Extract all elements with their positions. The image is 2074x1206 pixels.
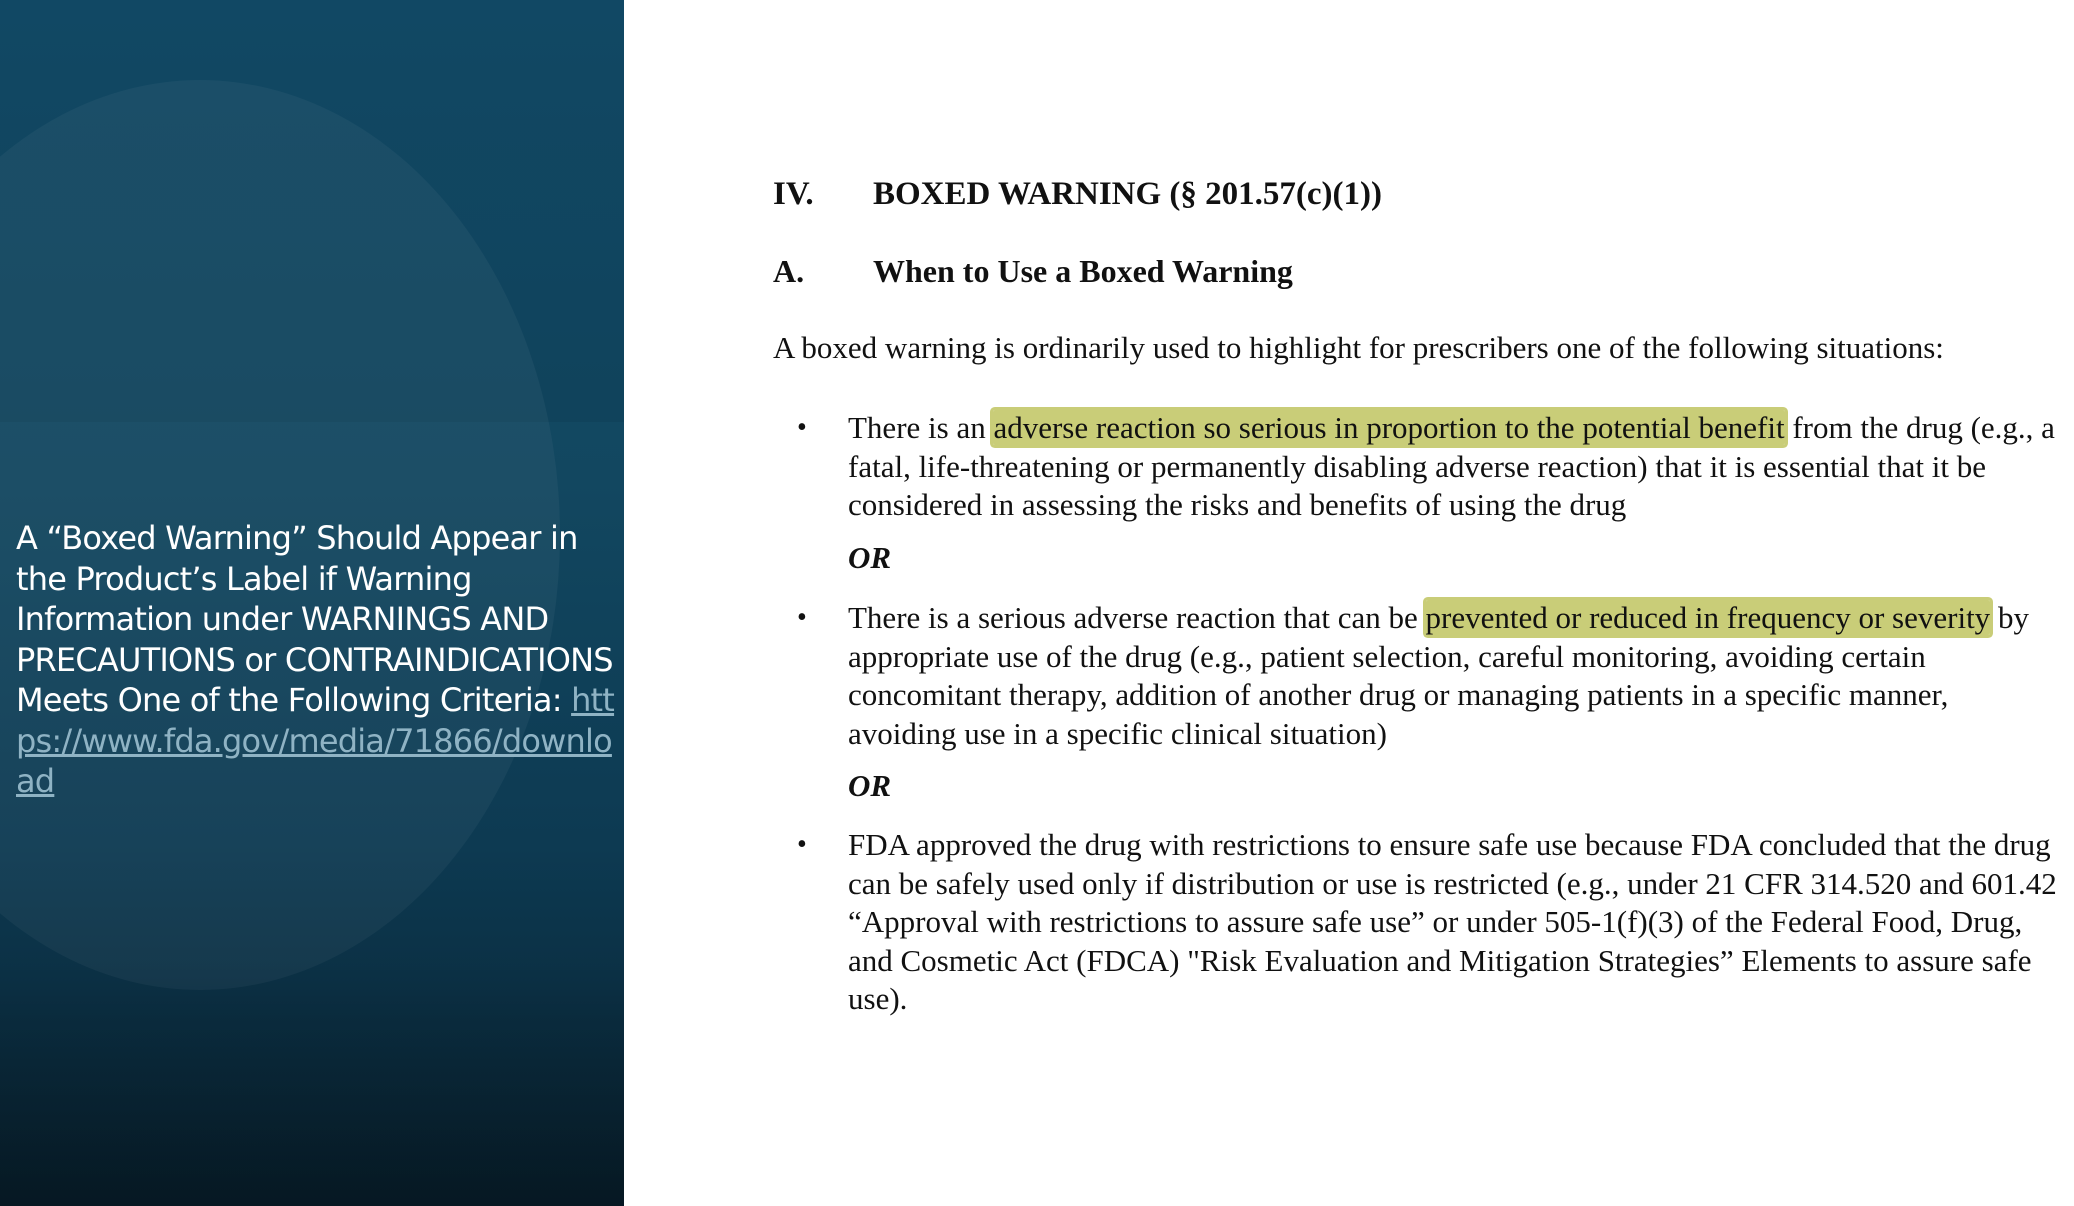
bullet-dot: • bbox=[797, 412, 807, 443]
slide-side-panel bbox=[0, 0, 624, 1206]
section-number: IV. bbox=[773, 176, 814, 212]
bullet-text-before: There is a serious adverse reaction that can be bbox=[848, 600, 1426, 635]
section-heading bbox=[773, 176, 1382, 213]
bullet-text-before: FDA approved the drug with restrictions to ensure safe use because FDA concluded that the drug can be safely used only if distribution or use is restricted (e.g., under 21 CFR 314.520 and 601.42 “Approval with restrictions to assure safe use” or under 505-1(f)(3) of the Federal Food, Drug, and Cosmetic Act (FDCA) "Risk Evaluation and Mitigation Strategies” Elements to assure safe use). bbox=[848, 827, 2057, 1016]
bullet-text bbox=[848, 826, 2063, 1019]
highlighted-text: prevented or reduced in frequency or severity bbox=[1425, 600, 1991, 635]
panel-bottom-shade bbox=[0, 960, 624, 1206]
bullet-text-before: There is an bbox=[848, 410, 994, 445]
bullet-dot: • bbox=[797, 602, 807, 633]
or-separator: OR bbox=[848, 768, 892, 803]
intro-paragraph: A boxed warning is ordinarily used to highlight for prescribers one of the following situations: bbox=[773, 330, 1944, 365]
bullet-text-after: from the drug (e.g., a fatal, life-threatening or permanently disabling adverse reaction) that it is essential that it be considered in assessing the risks and benefits of using the drug bbox=[848, 410, 2055, 522]
bullet-text-after: by appropriate use of the drug (e.g., patient selection, careful monitoring, avoiding certain concomitant therapy, addition of another drug or managing patients in a specific manner, avoiding use in a specific clinical situation) bbox=[848, 600, 2029, 751]
highlighted-text: adverse reaction so serious in proportion to the potential benefit bbox=[993, 410, 1785, 445]
fda-download-link[interactable]: https://www.fda.gov/media/71866/download bbox=[16, 681, 615, 800]
bullet-dot: • bbox=[797, 829, 807, 860]
section-title: BOXED WARNING (§ 201.57(c)(1)) bbox=[873, 176, 1383, 212]
subsection-title: When to Use a Boxed Warning bbox=[873, 253, 1293, 289]
bullet-text bbox=[848, 409, 2063, 525]
subsection-letter: A. bbox=[773, 253, 805, 289]
or-separator: OR bbox=[848, 540, 892, 575]
slide-caption bbox=[16, 518, 616, 802]
bullet-text bbox=[848, 599, 2063, 753]
subsection-heading bbox=[773, 253, 1293, 290]
slide-caption-text: A “Boxed Warning” Should Appear in the Product’s Label if Warning Information under WARNINGS AND PRECAUTIONS or CONTRAINDICATIONS Meets One of the Following Criteria: bbox=[16, 519, 613, 719]
